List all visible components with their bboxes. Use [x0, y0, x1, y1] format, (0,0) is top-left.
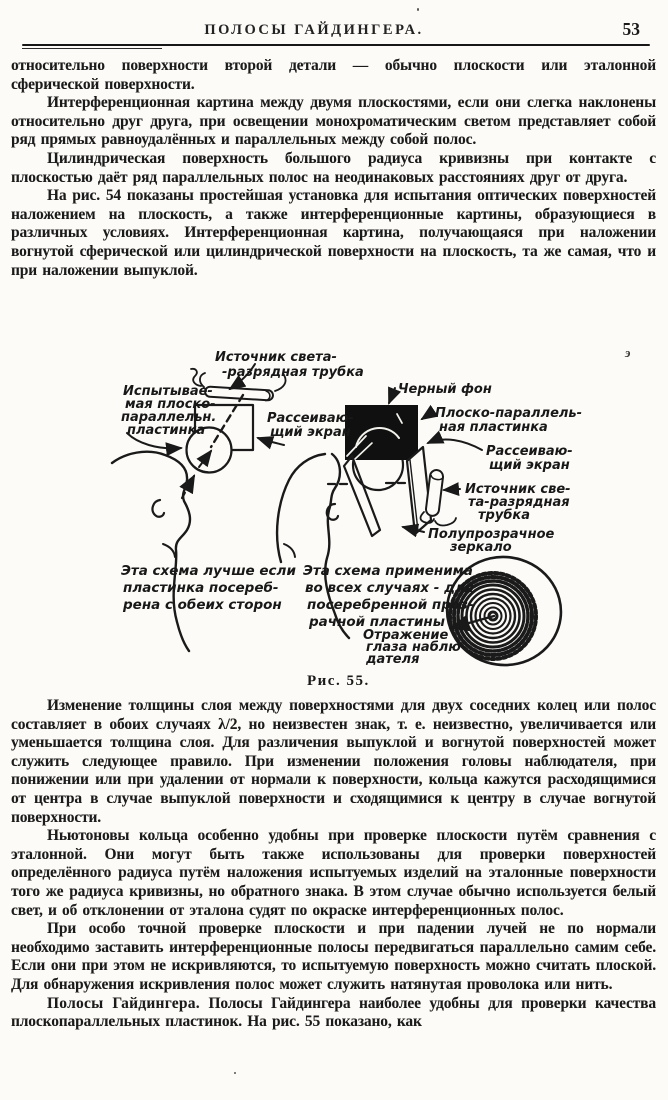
left-screen-label-line1: Рассеиваю-: [267, 411, 354, 426]
reflection-label-line1: Отражение: [363, 628, 449, 643]
paragraph: Ньютоновы кольца особенно удобны при проверке плоскости путём сравнения с эталонной. Они могут быть также использованы для проверки поверхностей определённого радиуса путём наложения испытуемых изделий на эталонные поверхности того же радиуса кривизны, но обратного знака. В этом случае обычно используется белый свет, и об отклонении от эталона судят по окраске интерференционных полос.: [11, 827, 656, 919]
observer-head: [112, 452, 190, 651]
sight-dashes: [328, 483, 405, 484]
caption-leader-curl: [163, 544, 175, 557]
right-note-line3: посеребренной проз-: [307, 597, 474, 613]
paragraph: относительно поверхности второй детали — обычно плоскости или эталонной сферической поверхности.: [11, 57, 656, 93]
body-text-upper: [11, 57, 656, 343]
left-note-line1: Эта схема лучше если: [121, 563, 296, 579]
scan-artifact-mark: э: [625, 345, 631, 360]
right-screen-label-line1: Рассеиваю-: [486, 444, 573, 459]
right-screen-label-line2: щий экран: [489, 458, 570, 473]
left-plate-edge-on: [344, 456, 380, 536]
paragraph: На рис. 54 показаны простейшая установка для испытания оптических поверхностей наложением на плоскость, а также интерференционные картины, образующиеся в различных условиях. Интерференционная картина, получающаяся при наложении вогнутой сферической или цилиндрической поверхности на плоскость, та же самая, что и при наложении выпуклой.: [11, 187, 656, 279]
left-plate-label-line1: Испытывае-: [123, 384, 213, 399]
right-plate-label-line2: ная пластинка: [439, 420, 548, 435]
page-number: 53: [622, 19, 640, 39]
left-plate-label-line3: параллельн.: [121, 410, 217, 425]
black-background-rect: [345, 405, 418, 460]
right-background-label: Черный фон: [398, 382, 492, 397]
background-label-arrow: [389, 388, 395, 403]
right-source-label-line1: Источник све-: [465, 482, 571, 497]
body-text-lower: [11, 697, 656, 1097]
right-note-line4: рачной пластины: [309, 614, 445, 630]
right-note-line1: Эта схема применима: [303, 563, 473, 579]
source-label-arrow-2: [444, 489, 460, 490]
left-note-line2: пластинка посереб-: [123, 580, 279, 596]
ear: [153, 500, 164, 517]
left-plate-label-line2: мая плоско-: [125, 397, 216, 412]
paragraph: Интерференционная картина между двумя плоскостями, если они слегка наклонены относительно друг друга, при освещении монохроматическим светом представляет собой ряд прямых равноудалённых и параллельных между собой полос.: [11, 94, 656, 149]
figure-caption: Рис. 55.: [307, 673, 370, 689]
left-plate-label-line4: пластинка: [127, 423, 206, 438]
caption-leader-curl-2: [284, 544, 295, 557]
header-rule: [22, 44, 650, 46]
left-screen-label-line2: щий экран: [270, 425, 351, 440]
running-header-title: ПОЛОСЫ ГАЙДИНГЕРА.: [204, 22, 424, 38]
header-rule-double-segment: [22, 48, 162, 49]
paragraph: Цилиндрическая поверхность большого радиуса кривизны при контакте с плоскостью даёт ряд параллельных полос на неодинаковых расстояниях друг от друга.: [11, 149, 656, 186]
paragraph: [11, 995, 656, 1032]
left-source-label-line2: -разрядная трубка: [222, 365, 364, 380]
paragraph: Изменение толщины слоя между поверхностями для двух соседних колец или полос составляет в обоих случаях λ/2, но неизвестен знак, т. е. неизвестно, увеличивается или уменьшается толщина слоя. Для различения выпуклой и вогнутой поверхностей может служить следующее правило. При изменении положения головы наблюдателя, при понижении или при удалении от нормали к поверхности, кольца кажутся расходящимися от центра в случае выпуклой поверхности и сходящимися к центру в случае вогнутой поверхности.: [11, 697, 656, 826]
plate-label-arrow-2: [422, 413, 432, 419]
right-plate-label-line1: Плоско-параллель-: [435, 406, 583, 421]
right-mirror-label-line1: Полупрозрачное: [428, 527, 555, 542]
reflection-label-line2: глаза наблю-: [366, 640, 467, 655]
ink-speck: [417, 8, 419, 11]
paragraph-text: Полосы Гайдингера наиболее удобны для проверки качества плоскопараллельных пластинок. На рис. 55 показано, как: [11, 994, 656, 1031]
left-source-label-line1: Источник света-: [215, 350, 337, 365]
ink-speck: [234, 1072, 236, 1074]
right-source-label-line2: та-разрядная: [468, 495, 570, 510]
paragraph: При особо точной проверке плоскости и при падении лучей не по нормали необходимо заставить интерференционные полосы передвигаться параллельно самим себе. Если они при этом не искривляются, то испытуемую поверхность можно считать плоской. Для обнаружения искривления полос может служить натянутая проволока или нить.: [11, 920, 656, 993]
figure-illustration: [85, 344, 665, 696]
screen-label-arrow-2: [428, 439, 482, 450]
left-note-line3: рена с обеих сторон: [123, 597, 282, 613]
reflection-label-line3: дателя: [366, 652, 420, 667]
paragraph-lead-in: Полосы Гайдингера.: [47, 994, 200, 1012]
right-mirror-label-line2: зеркало: [450, 540, 512, 555]
right-source-label-line3: трубка: [478, 508, 530, 523]
right-note-line2: во всех случаях - для: [305, 580, 474, 596]
